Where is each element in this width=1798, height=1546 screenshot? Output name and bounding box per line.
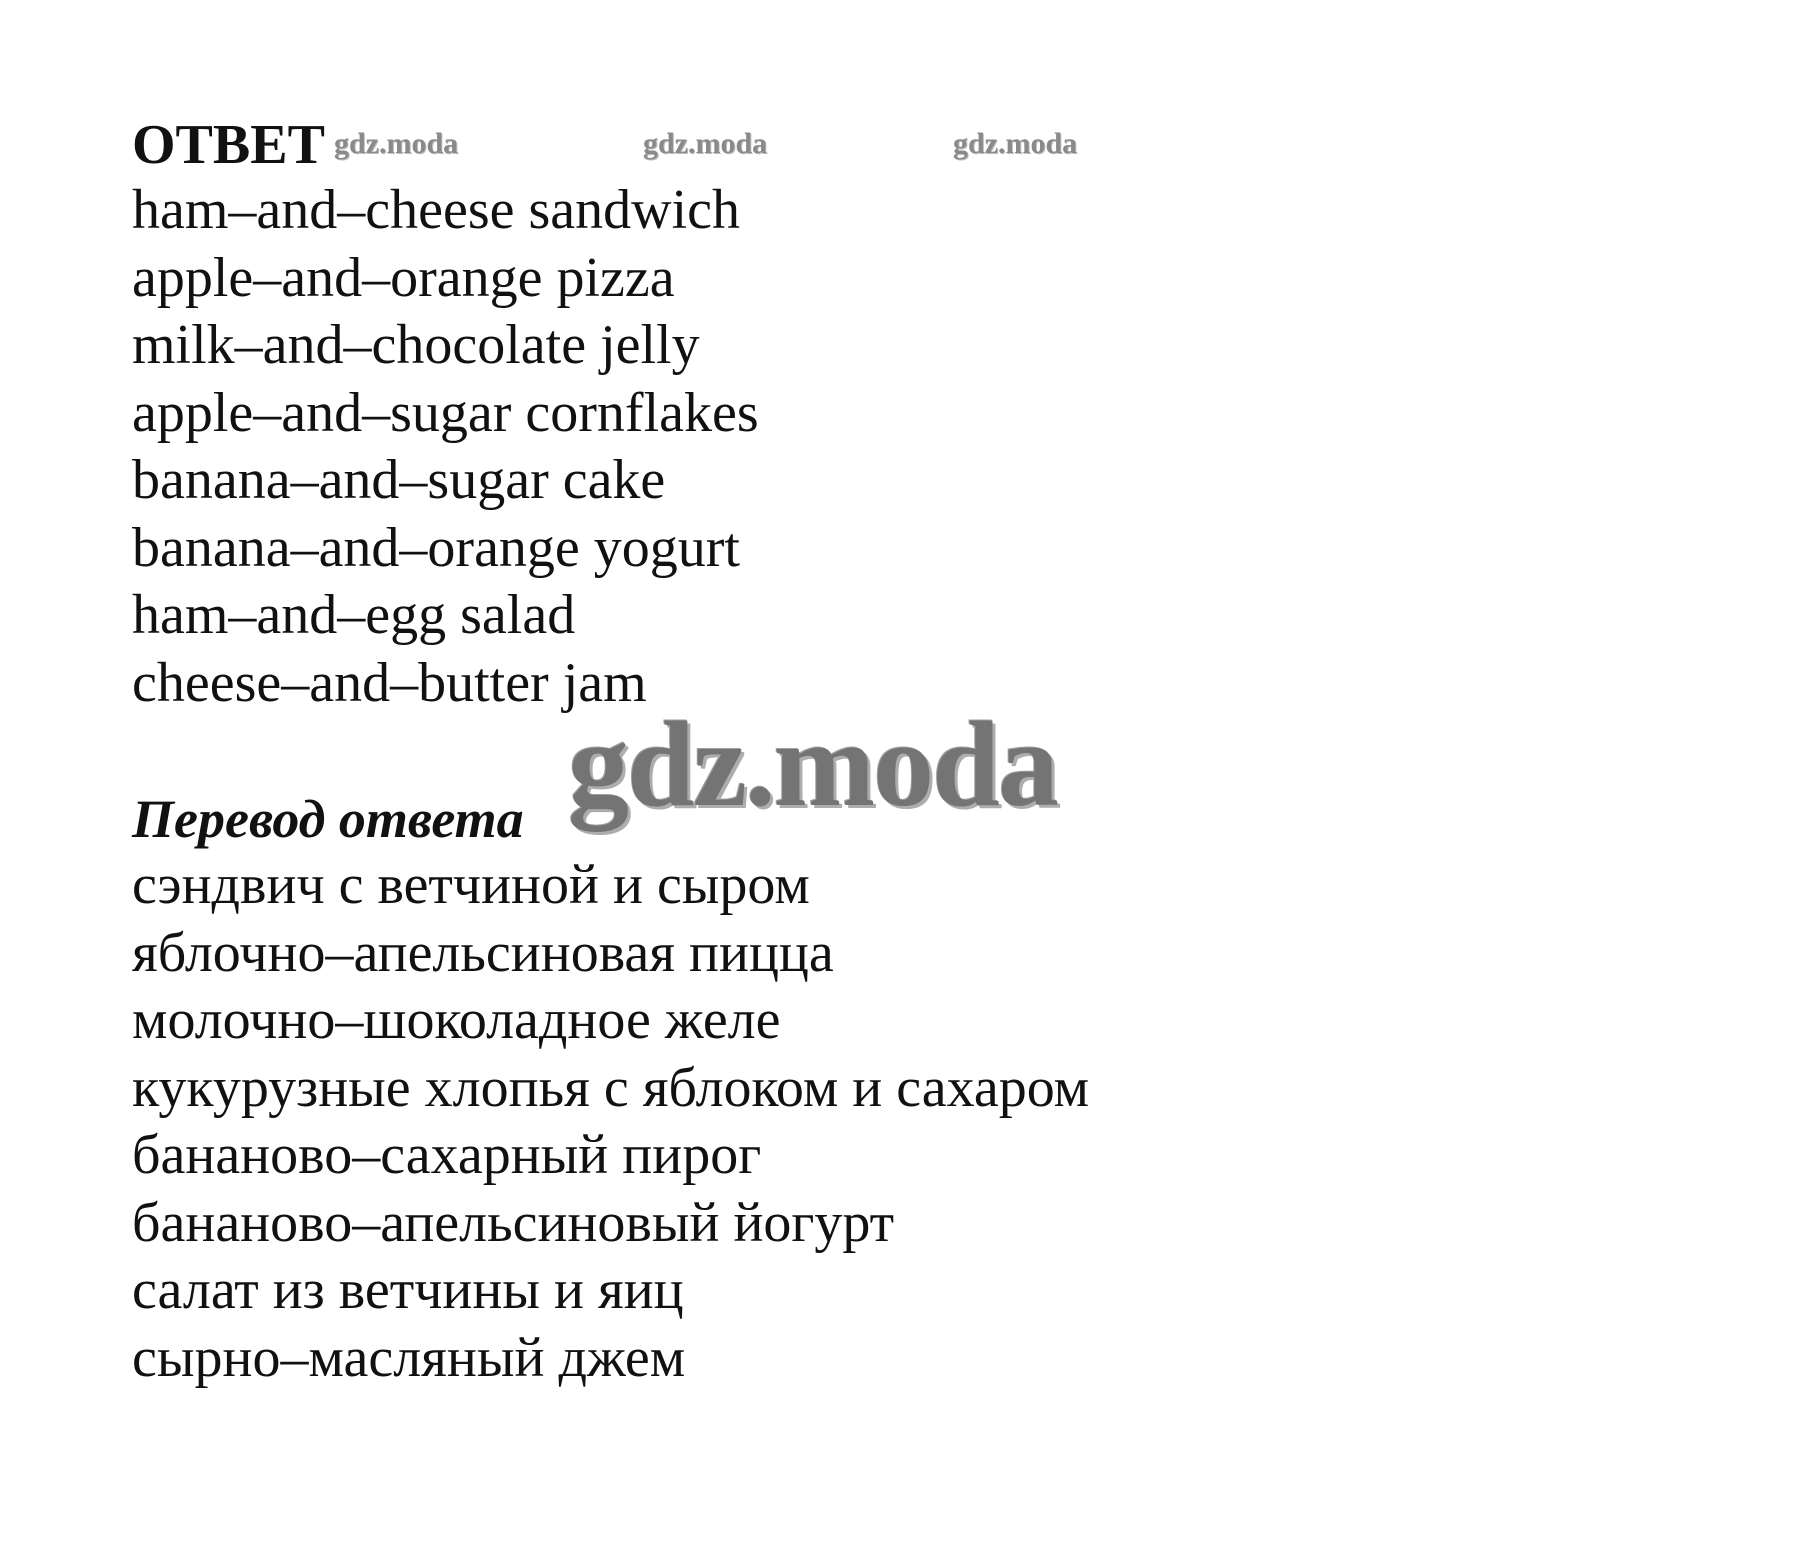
answer-item: apple–and–sugar cornflakes (132, 381, 759, 444)
answer-heading: ОТВЕТ (132, 114, 325, 176)
translation-item: бананово–сахарный пирог (132, 1124, 762, 1186)
answer-item: milk–and–chocolate jelly (132, 314, 700, 376)
answer-item: ham–and–cheese sandwich (132, 179, 740, 241)
translation-item: бананово–апельсиновый йогурт (132, 1191, 895, 1254)
translation-heading: Перевод ответа (132, 789, 524, 849)
answer-item: ham–and–egg salad (132, 584, 576, 646)
watermark-small-2: gdz.moda (643, 127, 768, 160)
answer-item: banana–and–sugar cake (132, 449, 666, 511)
translation-item: кукурузные хлопья с яблоком и сахаром (132, 1056, 1090, 1119)
translation-item: молочно–шоколадное желе (132, 989, 781, 1051)
translation-item: яблочно–апельсиновая пицца (132, 921, 834, 984)
answer-item: banana–and–orange yogurt (132, 516, 740, 579)
answer-list (132, 177, 759, 717)
watermark-small-1: gdz.moda (334, 127, 459, 160)
answer-item: cheese–and–butter jam (132, 651, 647, 714)
watermark-small-3: gdz.moda (953, 127, 1078, 160)
translation-list (132, 852, 1089, 1392)
watermark-large: gdz.moda (568, 697, 1057, 832)
answer-item: apple–and–orange pizza (132, 246, 675, 309)
translation-item: салат из ветчины и яиц (132, 1259, 684, 1321)
translation-item: сырно–масляный джем (132, 1326, 686, 1389)
translation-item: сэндвич с ветчиной и сыром (132, 854, 810, 916)
